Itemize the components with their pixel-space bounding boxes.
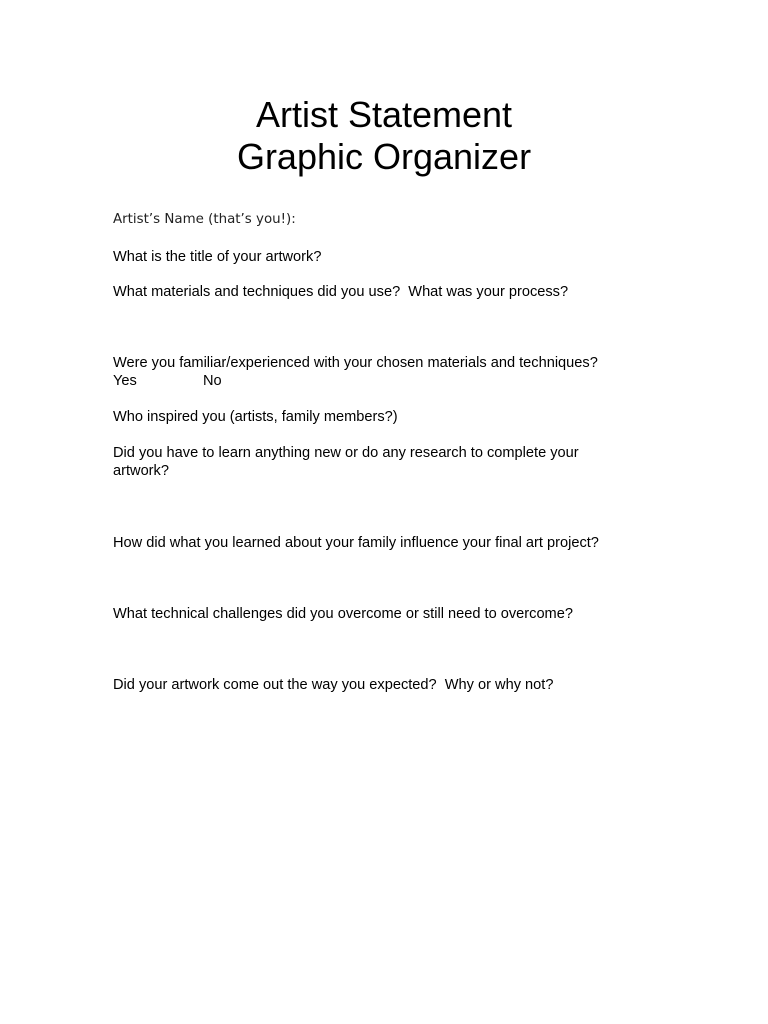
option-no: No [203,373,222,389]
document-title-line-1: Artist Statement [255,94,513,135]
question-familiarity: Were you familiar/experienced with your chosen materials and techniques? [113,355,598,371]
question-technical-challenges: What technical challenges did you overcome or still need to overcome? [113,606,573,622]
question-inspiration: Who inspired you (artists, family members?) [113,409,398,425]
question-research: Did you have to learn anything new or do any research to complete your artwork? [113,445,583,479]
question-materials-techniques: What materials and techniques did you use? What was your process? [113,284,569,300]
question-artist-name: Artist’s Name (that’s you!): [113,212,296,227]
question-artwork-title: What is the title of your artwork? [113,249,322,265]
question-family-influence: How did what you learned about your family influence your final art project? [113,535,599,551]
option-yes: Yes [113,373,137,389]
document-title-line-2: Graphic Organizer [236,136,532,177]
question-expectations: Did your artwork come out the way you expected? Why or why not? [113,677,554,693]
